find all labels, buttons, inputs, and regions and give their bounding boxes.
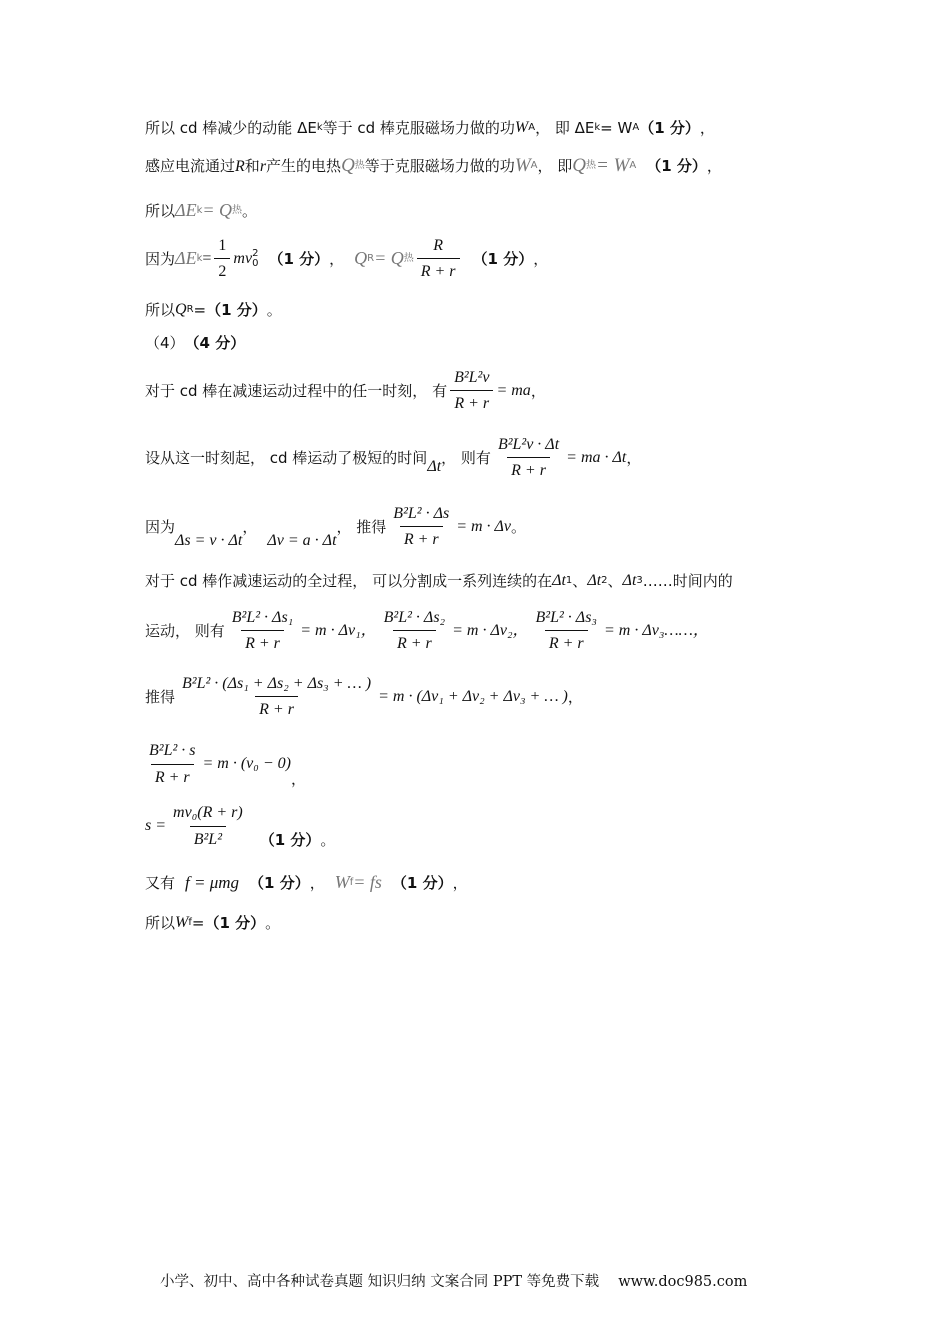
denominator: B²L²	[190, 826, 226, 849]
sub: f	[188, 916, 192, 928]
text: ，	[329, 249, 345, 268]
numerator: B²L² · Δs₂	[383, 609, 446, 626]
fraction	[178, 674, 375, 719]
sub: 热	[232, 204, 243, 216]
fraction	[417, 236, 460, 281]
text: 。	[266, 300, 282, 319]
text: ， 推得	[336, 517, 387, 536]
line-7	[145, 368, 546, 413]
math: Δt	[427, 458, 442, 476]
fraction-1	[228, 608, 297, 653]
line-12	[145, 674, 583, 719]
math: mv	[233, 250, 253, 268]
math: W	[514, 119, 529, 136]
math: Q	[354, 247, 368, 268]
text: =	[193, 300, 207, 319]
text: ， 即	[537, 157, 573, 176]
fraction	[145, 741, 200, 786]
text: ，	[706, 157, 722, 176]
score: （1 分）	[206, 300, 267, 319]
sub: A	[632, 121, 640, 133]
denominator: R + r	[241, 630, 284, 653]
text: ，	[242, 517, 258, 536]
math: Δt	[552, 572, 566, 589]
text: 设从这一时刻起， cd 棒运动了极短的时间	[145, 448, 428, 467]
numerator: B²L² · s	[149, 742, 196, 760]
math: = m · (Δv₁ + Δv₂ + Δv₃ + … )	[378, 688, 568, 706]
score: （1 分）	[259, 831, 321, 849]
denominator: R + r	[255, 696, 298, 719]
math: = fs	[353, 872, 382, 892]
math: R	[235, 157, 245, 175]
text: 感应电流通过	[145, 157, 236, 176]
text: ，	[533, 249, 549, 268]
sub: R	[186, 303, 194, 315]
line-13	[145, 740, 306, 788]
numerator: B²L²v · Δt	[497, 436, 560, 453]
text: 推得	[145, 687, 176, 706]
math: s =	[145, 817, 167, 835]
text: 因为	[145, 249, 176, 268]
fraction-half	[214, 236, 230, 281]
score: （1 分）	[391, 873, 453, 892]
math: = W	[596, 155, 630, 176]
text: 。	[320, 831, 336, 849]
score: （1 分）	[639, 118, 700, 137]
math: W	[334, 872, 350, 892]
numerator: B²L² · Δs₁	[231, 609, 294, 626]
line-6	[145, 334, 245, 352]
denominator: R + r	[400, 526, 443, 549]
text: 。	[265, 913, 281, 932]
page-footer: 小学、初中、高中各种试卷真题 知识归纳 文案合同 PPT 等免费下载 www.doc985.com	[160, 1274, 748, 1290]
math: ΔE	[175, 247, 197, 268]
sub: k	[594, 121, 601, 133]
text: 又有	[145, 873, 176, 892]
text: =	[191, 913, 205, 932]
sub: 热	[354, 160, 365, 172]
text: ，	[309, 873, 325, 892]
score: （4 分）	[184, 334, 246, 352]
sub: R	[367, 252, 375, 264]
math: = m · Δv₁，	[300, 622, 377, 640]
math: Q	[341, 155, 355, 176]
numerator: 1	[218, 237, 227, 254]
denominator: R + r	[450, 390, 493, 413]
text: 运动， 则有	[145, 621, 225, 640]
fraction-3	[532, 608, 601, 653]
numerator: B²L² · (Δs₁ + Δs₂ + Δs₃ + … )	[182, 675, 372, 692]
text: 等于克服磁场力做的功	[364, 157, 515, 176]
line-2	[145, 155, 722, 178]
line-14	[145, 803, 335, 849]
line-15	[145, 872, 468, 894]
math: = m · (v₀ − 0)	[202, 755, 291, 773]
denominator: R + r	[507, 457, 550, 480]
numerator: B²L² · Δs₃	[535, 609, 597, 626]
text: 。	[242, 201, 258, 220]
math: W	[175, 914, 189, 931]
numerator: R	[433, 237, 444, 254]
text: ， 则有	[441, 448, 491, 467]
text: 产生的电热	[266, 157, 342, 176]
text: 对于 cd 棒在减速运动过程中的任一时刻， 有	[145, 381, 448, 400]
text: 所以	[145, 201, 176, 220]
sub: A	[528, 121, 536, 133]
math: Q	[175, 301, 187, 318]
sub: 1	[565, 574, 573, 586]
sub: 3	[636, 574, 643, 586]
text: 。	[511, 517, 527, 536]
text: ，	[530, 381, 546, 400]
math: r	[259, 157, 267, 175]
math: = Q	[374, 247, 404, 268]
text: 所以	[145, 300, 176, 319]
text: ，	[452, 873, 468, 892]
denominator: 2	[214, 258, 230, 281]
line-10	[145, 571, 733, 590]
numerator: B²L²v	[454, 369, 490, 386]
line-5	[145, 300, 282, 319]
text: 和	[244, 157, 260, 176]
sub: k	[316, 121, 323, 133]
math: = ma	[496, 382, 531, 400]
score: （1 分）	[268, 249, 330, 268]
math: = m · Δv₃……，	[603, 622, 709, 640]
score: （1 分）	[204, 913, 266, 932]
text: ，	[567, 687, 583, 706]
denominator: R + r	[545, 630, 588, 653]
text: 因为	[145, 517, 176, 536]
math: Q	[572, 155, 586, 176]
denominator: R + r	[151, 764, 194, 787]
line-1	[145, 118, 715, 137]
text: ，	[290, 770, 306, 788]
math: f = μmg	[185, 872, 240, 892]
numerator: mv₀(R + r)	[173, 804, 243, 822]
math: W	[514, 155, 531, 176]
score: （1 分）	[646, 157, 707, 176]
math: = Q	[202, 200, 233, 220]
math: = m · Δv	[456, 518, 512, 535]
text: ， 即 ΔE	[535, 118, 595, 137]
line-3	[145, 200, 257, 222]
text: = W	[600, 118, 633, 137]
sub: k	[196, 252, 203, 264]
text: ，	[626, 448, 642, 467]
text: 、	[607, 571, 623, 590]
line-16	[145, 913, 280, 932]
math: =	[202, 250, 212, 268]
sub: 热	[403, 252, 414, 264]
math: Δt	[587, 572, 602, 589]
fraction	[494, 435, 563, 480]
text: ，	[699, 118, 715, 137]
line-8	[145, 435, 641, 480]
numerator: B²L² · Δs	[393, 504, 450, 522]
text: 所以 cd 棒减少的动能 ΔE	[145, 118, 317, 137]
sub: A	[629, 160, 637, 172]
math: = ma · Δt	[566, 449, 627, 467]
text: （4）	[145, 334, 185, 352]
text: ……时间内的	[642, 571, 733, 590]
math: ΔE	[175, 200, 197, 220]
sub: k	[196, 204, 203, 216]
line-4	[145, 236, 548, 281]
math: Δs = v · Δt	[175, 532, 243, 549]
text: 、	[572, 571, 588, 590]
text: 所以	[145, 913, 176, 932]
fraction	[450, 368, 493, 413]
score: （1 分）	[249, 873, 310, 892]
text: 对于 cd 棒作减速运动的全过程， 可以分割成一系列连续的在	[145, 571, 553, 590]
score: （1 分）	[472, 249, 534, 268]
sub: f	[349, 876, 354, 888]
sup: 2	[252, 247, 259, 259]
sub: 热	[586, 160, 596, 172]
line-11	[145, 608, 709, 653]
math: = m · Δv₂，	[452, 622, 529, 640]
math: Δv = a · Δt	[267, 532, 337, 549]
fraction	[169, 803, 247, 848]
sub: 0	[252, 257, 259, 269]
text: 等于 cd 棒克服磁场力做的功	[322, 118, 515, 137]
sub: A	[530, 160, 538, 172]
fraction-2	[380, 608, 449, 653]
math: Δt	[622, 572, 637, 589]
line-9	[145, 503, 526, 550]
denominator: R + r	[417, 258, 460, 281]
denominator: R + r	[393, 630, 436, 653]
sub: 2	[601, 574, 608, 586]
fraction	[389, 504, 453, 549]
